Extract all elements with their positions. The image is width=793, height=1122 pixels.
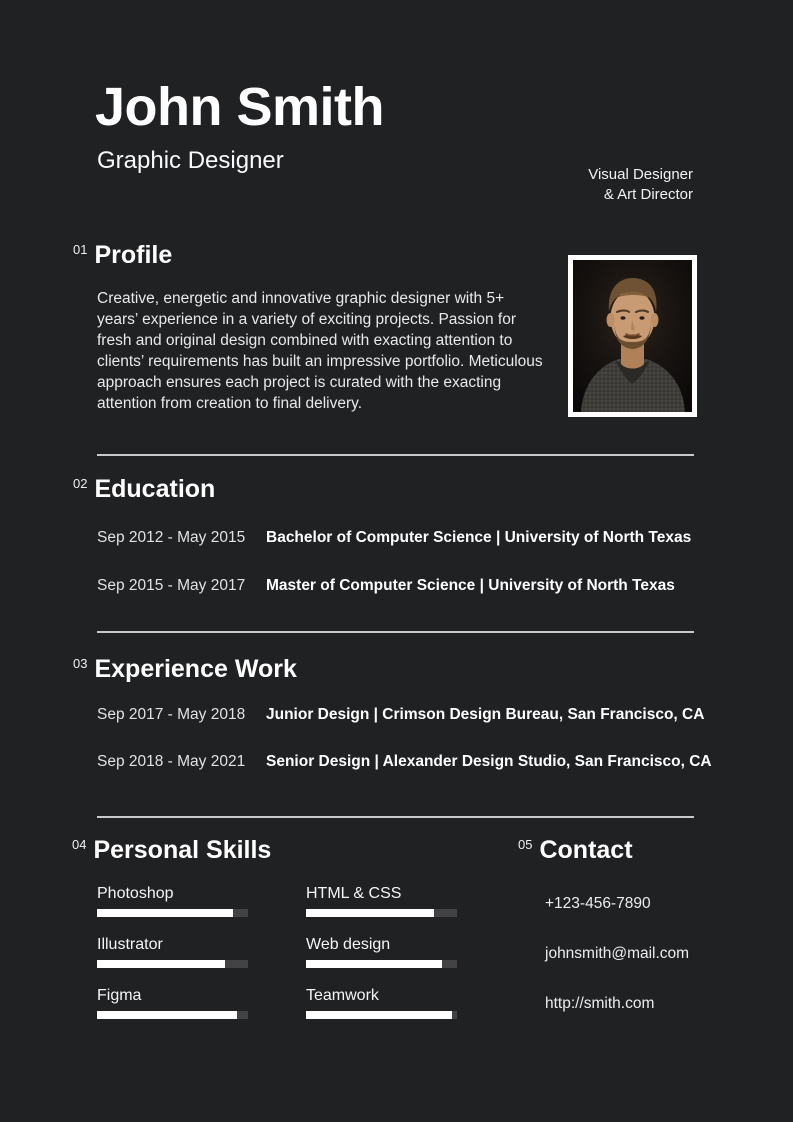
section-number: 04	[72, 837, 87, 852]
divider	[97, 816, 694, 818]
side-title-line-1: Visual Designer	[588, 166, 693, 183]
section-number: 03	[73, 656, 88, 671]
skill-label: Teamwork	[306, 987, 379, 1004]
experience-row	[97, 705, 704, 724]
section-heading-contact	[518, 838, 633, 863]
skill-bar-fill	[306, 1011, 452, 1019]
skill-bar	[97, 909, 248, 917]
side-title	[588, 165, 693, 205]
profile-paragraph: Creative, energetic and innovative graphic designer with 5+ years’ experience in a variety of exciting projects. Passion for fresh and original design combined with exacting attention to clients’ requirements has built an impressive portfolio. Meticulous approach ensures each project is curated with the exacting attention from creation to final delivery.	[97, 290, 543, 412]
skill-bar-fill	[97, 1011, 237, 1019]
portrait-photo-illustration	[573, 260, 692, 412]
person-role: Graphic Designer	[97, 147, 284, 174]
divider	[97, 631, 694, 633]
section-heading-skills	[72, 838, 271, 863]
experience-detail: Senior Design | Alexander Design Studio, San Francisco, CA	[266, 753, 712, 770]
section-title: Personal Skills	[93, 836, 272, 864]
contact-list	[545, 894, 689, 1013]
section-heading-experience	[73, 657, 297, 682]
section-title: Experience Work	[94, 655, 297, 683]
side-title-line-2: & Art Director	[603, 186, 693, 203]
skill-label: Photoshop	[97, 885, 174, 902]
skill-bar	[97, 1011, 248, 1019]
skill-label: Web design	[306, 936, 391, 953]
contact-email: johnsmith@mail.com	[545, 945, 690, 962]
section-number: 05	[518, 837, 533, 852]
experience-row	[97, 752, 712, 771]
skill-bar-fill	[97, 960, 225, 968]
education-dates: Sep 2015 - May 2017	[97, 577, 246, 594]
experience-dates: Sep 2017 - May 2018	[97, 706, 246, 723]
skill-item	[306, 986, 457, 1019]
section-title: Education	[94, 475, 216, 503]
experience-detail: Junior Design | Crimson Design Bureau, San Francisco, CA	[266, 706, 705, 723]
section-title: Profile	[94, 241, 173, 269]
education-detail: Bachelor of Computer Science | University of North Texas	[266, 529, 692, 546]
education-row	[97, 576, 675, 595]
section-title: Contact	[539, 836, 633, 864]
skill-bar	[97, 960, 248, 968]
skill-label: HTML & CSS	[306, 885, 402, 902]
portrait-photo	[568, 255, 697, 417]
contact-website: http://smith.com	[545, 995, 655, 1012]
section-heading-profile	[73, 243, 172, 268]
education-row	[97, 528, 691, 547]
skill-item	[97, 986, 248, 1019]
section-number: 02	[73, 476, 88, 491]
skill-bar-fill	[306, 909, 434, 917]
skill-bar	[306, 960, 457, 968]
skill-bar	[306, 1011, 457, 1019]
skill-item	[97, 935, 248, 968]
skill-item	[97, 884, 248, 917]
education-dates: Sep 2012 - May 2015	[97, 529, 246, 546]
section-heading-education	[73, 477, 215, 502]
skill-item	[306, 935, 457, 968]
skill-bar-fill	[97, 909, 233, 917]
skill-bar	[306, 909, 457, 917]
contact-phone: +123-456-7890	[545, 895, 651, 912]
person-name: John Smith	[95, 77, 384, 137]
divider	[97, 454, 694, 456]
skill-label: Illustrator	[97, 936, 163, 953]
skill-label: Figma	[97, 987, 142, 1004]
section-number: 01	[73, 242, 88, 257]
skills-column-right	[306, 884, 457, 1019]
education-detail: Master of Computer Science | University of North Texas	[266, 577, 675, 594]
experience-dates: Sep 2018 - May 2021	[97, 753, 246, 770]
skill-item	[306, 884, 457, 917]
skill-bar-fill	[306, 960, 442, 968]
skills-column-left	[97, 884, 248, 1019]
